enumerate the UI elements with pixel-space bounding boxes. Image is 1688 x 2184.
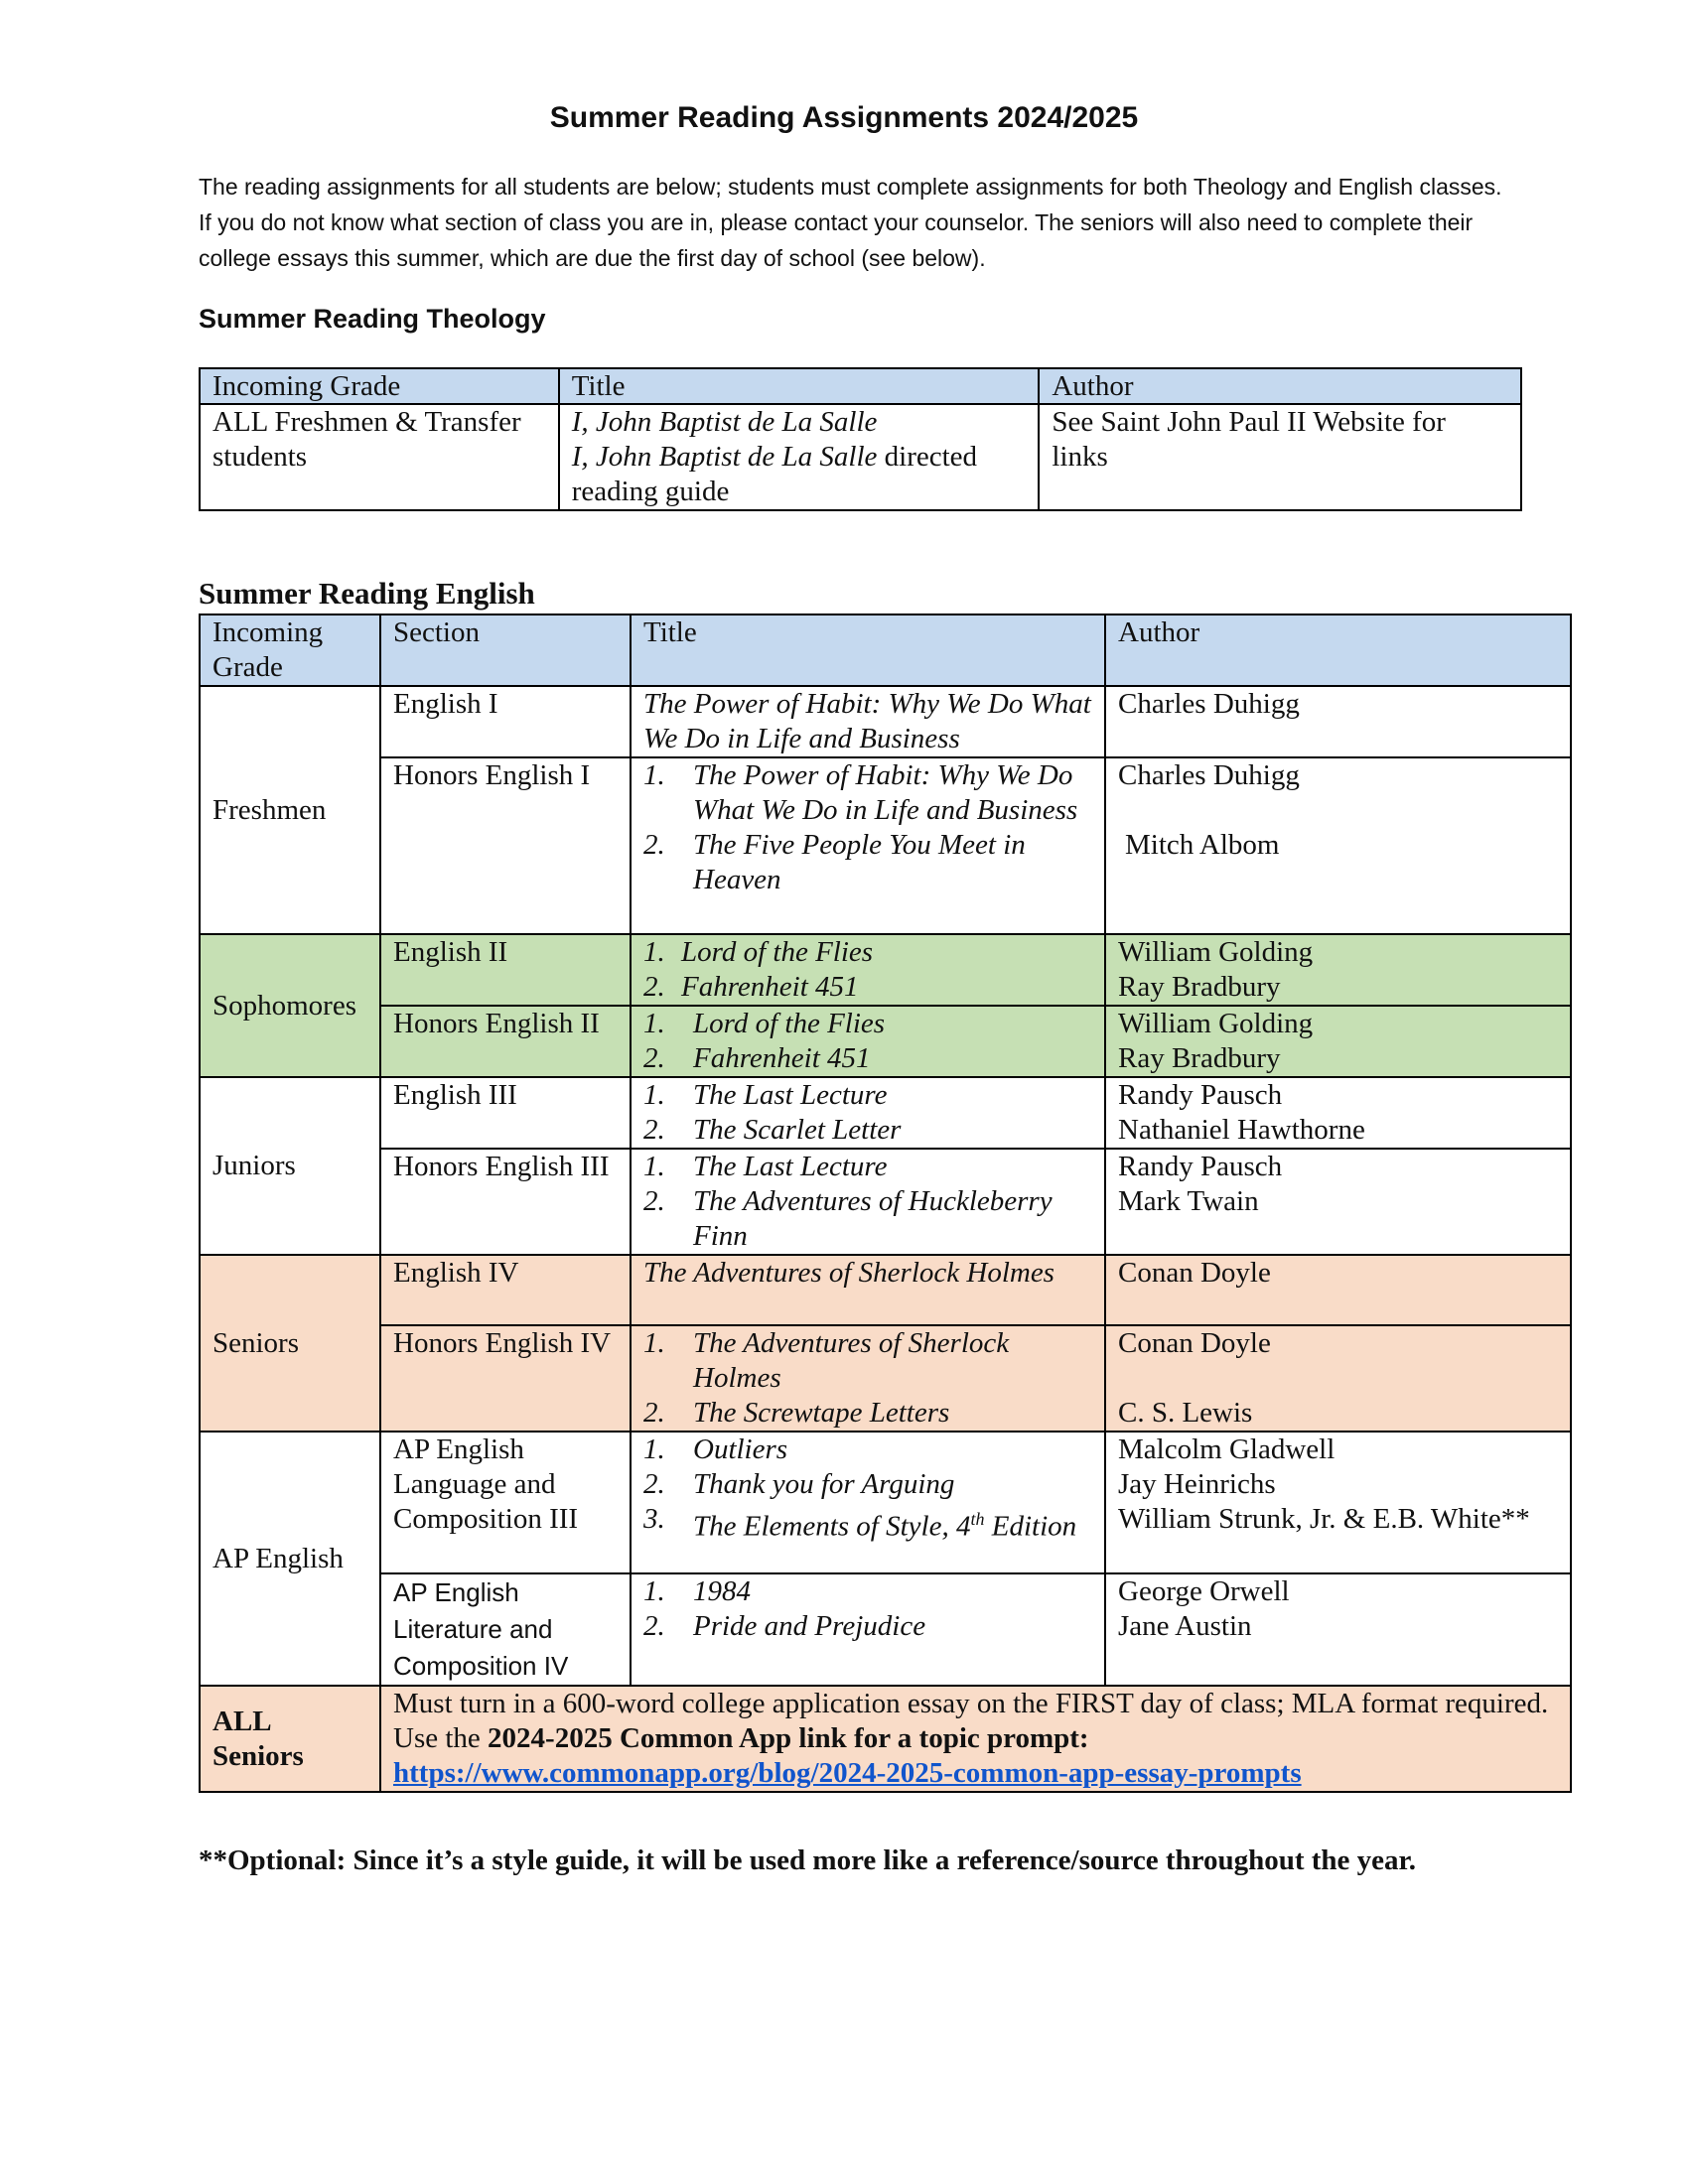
author-cell	[1105, 934, 1571, 1006]
author-name: Malcolm Gladwell	[1118, 1433, 1336, 1465]
author-cell: Conan Doyle	[1105, 1255, 1571, 1325]
section-cell: English II	[380, 934, 631, 1006]
table-row	[200, 1573, 1571, 1686]
list-item: 1. The Last Lecture	[643, 1079, 888, 1111]
author-name: Charles Duhigg	[1118, 759, 1300, 791]
book-title: I, John Baptist de La Salle	[571, 406, 878, 438]
section-cell: English IV	[380, 1255, 631, 1325]
table-row	[200, 1325, 1571, 1432]
author-name: C. S. Lewis	[1118, 1397, 1253, 1429]
table-row	[200, 934, 1571, 1006]
author-cell	[1105, 1432, 1571, 1573]
list-item: 2. The Scarlet Letter	[643, 1114, 902, 1146]
section-cell: Honors English IV	[380, 1325, 631, 1432]
author-name: Mark Twain	[1118, 1185, 1259, 1217]
title-cell: The Adventures of Sherlock Holmes	[631, 1255, 1105, 1325]
title-cell: The Power of Habit: Why We Do What We Do in Life and Business	[631, 686, 1105, 757]
section-cell: Honors English II	[380, 1006, 631, 1077]
theology-heading: Summer Reading Theology	[199, 304, 546, 334]
essay-instructions-cell	[380, 1686, 1571, 1792]
grade-cell: ALL Seniors	[200, 1686, 380, 1792]
author-name: Conan Doyle	[1118, 1327, 1271, 1359]
list-item: 2. Fahrenheit 451	[643, 1042, 871, 1074]
book-title: I, John Baptist de La Salle directed reading guide	[571, 441, 978, 507]
author-cell: Charles Duhigg	[1105, 686, 1571, 757]
table-row	[200, 404, 1521, 510]
author-name: William Golding	[1118, 936, 1314, 968]
grade-cell: Freshmen	[200, 686, 380, 934]
title-cell	[631, 757, 1105, 934]
section-cell: English III	[380, 1077, 631, 1149]
list-item: 2. The Five People You Meet in Heaven	[643, 829, 1026, 895]
title-cell	[631, 1432, 1105, 1573]
author-name: Randy Pausch	[1118, 1151, 1283, 1182]
essay-text-bold: 2024-2025 Common App link for a topic prompt:	[488, 1722, 1089, 1754]
table-row	[200, 1432, 1571, 1573]
list-item: 1. The Last Lecture	[643, 1151, 888, 1182]
header-cell: Incoming Grade	[200, 614, 380, 686]
grade-cell: Seniors	[200, 1255, 380, 1432]
author-cell	[1105, 1077, 1571, 1149]
author-name: Ray Bradbury	[1118, 1042, 1281, 1074]
common-app-link[interactable]: https://www.commonapp.org/blog/2024-2025-common-app-essay-prompts	[393, 1757, 1302, 1789]
author-name: Randy Pausch	[1118, 1079, 1283, 1111]
author-name: Nathaniel Hawthorne	[1118, 1114, 1365, 1146]
grade-cell: ALL Freshmen & Transfer students	[200, 404, 559, 510]
table-row	[200, 686, 1571, 757]
list-item: 1. Lord of the Flies	[643, 1008, 886, 1039]
title-cell	[631, 1077, 1105, 1149]
author-cell	[1105, 1149, 1571, 1255]
author-cell	[1105, 1325, 1571, 1432]
author-name: William Golding	[1118, 1008, 1314, 1039]
header-cell: Title	[631, 614, 1105, 686]
header-cell: Title	[559, 368, 1040, 404]
list-item: 1. Lord of the Flies	[643, 936, 874, 968]
author-name: Mitch Albom	[1125, 829, 1280, 861]
table-row	[200, 757, 1571, 934]
author-name: Jay Heinrichs	[1118, 1468, 1276, 1500]
grade-cell: AP English	[200, 1432, 380, 1686]
table-header-row	[200, 614, 1571, 686]
english-table	[199, 614, 1572, 1793]
list-item: 3. The Elements of Style, 4th Edition	[643, 1503, 1077, 1543]
header-cell: Section	[380, 614, 631, 686]
table-header-row	[200, 368, 1521, 404]
section-cell: Honors English I	[380, 757, 631, 934]
title-cell	[631, 1149, 1105, 1255]
section-cell: AP English Language and Composition III	[380, 1432, 631, 1573]
author-cell	[1105, 1573, 1571, 1686]
header-cell: Author	[1039, 368, 1521, 404]
footnote: **Optional: Since it’s a style guide, it will be used more like a reference/source throughout the year.	[199, 1844, 1416, 1876]
theology-table	[199, 367, 1522, 511]
table-row	[200, 1077, 1571, 1149]
list-item: 2. Thank you for Arguing	[643, 1468, 955, 1500]
list-item: 1. Outliers	[643, 1433, 788, 1465]
grade-cell: Sophomores	[200, 934, 380, 1077]
header-cell: Author	[1105, 614, 1571, 686]
list-item: 1. 1984	[643, 1575, 751, 1607]
intro-paragraph: The reading assignments for all students are below; students must complete assignments for both Theology and English classes. If you do not know what section of class you are in, please contact your counselor. The seniors will also need to complete their college essays this summer, which are due the first day of school (see below).	[199, 174, 1502, 271]
table-row	[200, 1149, 1571, 1255]
section-cell: Honors English III	[380, 1149, 631, 1255]
list-item: 1. The Power of Habit: Why We Do What We Do in Life and Business	[643, 759, 1078, 826]
list-item: 1. The Adventures of Sherlock Holmes	[643, 1327, 1010, 1394]
author-cell: See Saint John Paul II Website for links	[1039, 404, 1521, 510]
author-name: George Orwell	[1118, 1575, 1290, 1607]
page-title: Summer Reading Assignments 2024/2025	[549, 101, 1139, 134]
section-cell: English I	[380, 686, 631, 757]
list-item: 2. The Screwtape Letters	[643, 1397, 950, 1429]
section-cell: AP English Literature and Composition IV	[380, 1573, 631, 1686]
author-name: Jane Austin	[1118, 1610, 1252, 1642]
author-name: Ray Bradbury	[1118, 971, 1281, 1003]
essay-text: Must turn in a 600-word college application essay on the FIRST day of class; MLA format required. Use the	[393, 1688, 1549, 1754]
author-cell	[1105, 1006, 1571, 1077]
table-row	[200, 1686, 1571, 1792]
title-cell	[631, 934, 1105, 1006]
author-name: William Strunk, Jr. & E.B. White**	[1118, 1503, 1530, 1535]
title-cell	[631, 1573, 1105, 1686]
list-item: 2. The Adventures of Huckleberry Finn	[643, 1185, 1053, 1252]
title-cell	[631, 1325, 1105, 1432]
list-item: 2. Fahrenheit 451	[643, 971, 859, 1003]
table-row	[200, 1006, 1571, 1077]
english-heading: Summer Reading English	[199, 576, 535, 611]
grade-cell: Juniors	[200, 1077, 380, 1255]
author-cell	[1105, 757, 1571, 934]
title-cell	[559, 404, 1040, 510]
list-item: 2. Pride and Prejudice	[643, 1610, 926, 1642]
title-cell	[631, 1006, 1105, 1077]
header-cell: Incoming Grade	[200, 368, 559, 404]
table-row	[200, 1255, 1571, 1325]
